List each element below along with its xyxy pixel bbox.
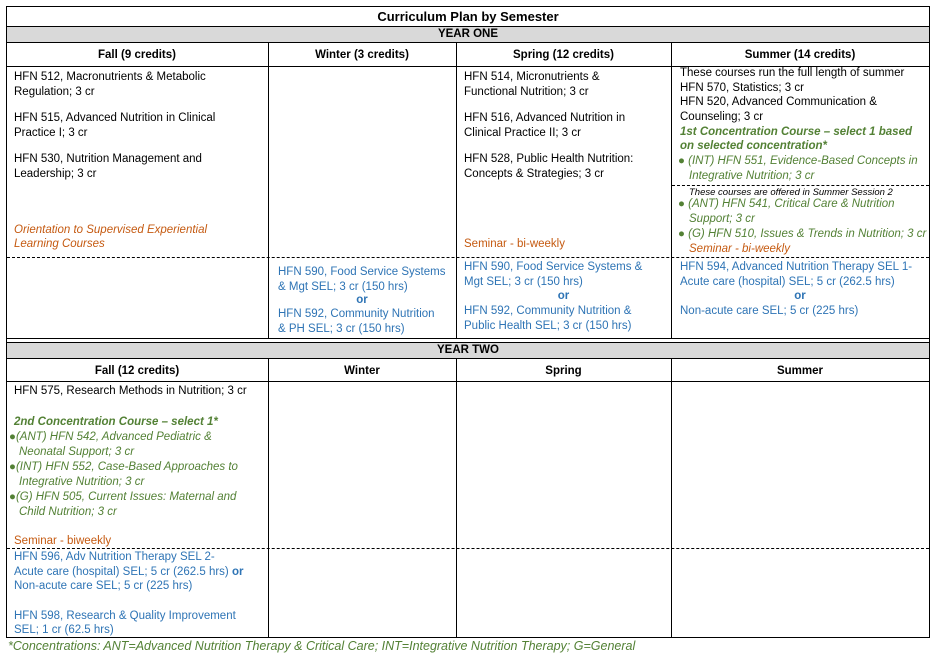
concentration-option: ● (INT) HFN 551, Evidence-Based Concepts in [678, 155, 918, 167]
concentration-title: 1st Concentration Course – select 1 based [680, 126, 912, 138]
course-line: HFN 512, Macronutrients & Metabolic [14, 71, 206, 83]
course-line: Clinical Practice II; 3 cr [464, 127, 581, 139]
bullet-icon: ● [678, 198, 689, 210]
course-line: HFN 514, Micronutrients & [464, 71, 600, 83]
page-title: Curriculum Plan by Semester [377, 9, 559, 24]
or-label: or [557, 290, 570, 302]
sel-line: SEL; 1 cr (62.5 hrs) [14, 624, 114, 636]
course-line: Counseling; 3 cr [680, 111, 764, 123]
bullet-icon: ● [678, 228, 689, 240]
concentration-option: ●(G) HFN 505, Current Issues: Maternal and [9, 491, 237, 503]
sel-line: Non-acute care SEL; 5 cr (225 hrs) [680, 305, 859, 317]
or-label: or [794, 290, 806, 302]
concentration-option: ●(INT) HFN 552, Case-Based Approaches to [9, 461, 238, 473]
sel-line: Non-acute care SEL; 5 cr (225 hrs) [14, 580, 193, 592]
sel-line: Acute care (hospital) SEL; 5 cr (262.5 hrs) or [14, 566, 244, 578]
concentration-title: on selected concentration* [680, 140, 827, 152]
course-line: HFN 520, Advanced Communication & [680, 96, 877, 108]
session2-note: These courses are offered in Summer Session 2 [689, 187, 893, 198]
course-line: Functional Nutrition; 3 cr [464, 86, 589, 98]
concentration-option: ● (ANT) HFN 541, Critical Care & Nutrition [678, 198, 895, 210]
year-one-label: YEAR ONE [437, 28, 499, 40]
orientation-note: Learning Courses [14, 238, 105, 250]
course-line: HFN 570, Statistics; 3 cr [680, 82, 804, 94]
concentration-option: Integrative Nutrition; 3 cr [689, 170, 815, 182]
y2-fall-header: Fall (12 credits) [94, 365, 180, 377]
sel-line: HFN 590, Food Service Systems [278, 266, 446, 278]
y2-summer-header: Summer [776, 365, 824, 377]
footnote: *Concentrations: ANT=Advanced Nutrition Therapy & Critical Care; INT=Integrative Nutrition Therapy; G=General [8, 639, 636, 653]
sel-line: & Mgt SEL; 3 cr (150 hrs) [278, 281, 408, 293]
course-line: HFN 528, Public Health Nutrition: [464, 153, 634, 165]
or-label: or [356, 294, 368, 306]
concentration-option: ●(ANT) HFN 542, Advanced Pediatric & [9, 431, 212, 443]
course-line: HFN 515, Advanced Nutrition in Clinical [14, 112, 216, 124]
sel-line: & PH SEL; 3 cr (150 hrs) [278, 323, 405, 335]
summer-intro: These courses run the full length of summer [680, 67, 905, 79]
y1-fall-header: Fall (9 credits) [98, 49, 176, 61]
sel-line: HFN 592, Community Nutrition & [464, 305, 632, 317]
course-line: Leadership; 3 cr [14, 168, 97, 180]
course-line: Practice I; 3 cr [14, 127, 88, 139]
bullet-icon: ● [9, 461, 16, 473]
concentration-option: Integrative Nutrition; 3 cr [19, 476, 145, 488]
y1-spring-header: Spring (12 credits) [513, 49, 614, 61]
year-two-label: YEAR TWO [437, 344, 499, 356]
sel-line: Mgt SEL; 3 cr (150 hrs) [464, 276, 583, 288]
bullet-icon: ● [9, 431, 16, 443]
concentration-option: Child Nutrition; 3 cr [19, 506, 117, 518]
course-line: Concepts & Strategies; 3 cr [464, 168, 604, 180]
orientation-note: Orientation to Supervised Experiential [14, 224, 208, 236]
sel-line: HFN 596, Adv Nutrition Therapy SEL 2- [14, 551, 215, 563]
sel-line: HFN 594, Advanced Nutrition Therapy SEL 1- [680, 261, 913, 273]
y2-winter-header: Winter [344, 365, 380, 377]
seminar-note: Seminar - biweekly [14, 535, 112, 547]
sel-line: HFN 592, Community Nutrition [278, 308, 435, 320]
concentration-option: ● (G) HFN 510, Issues & Trends in Nutrition; 3 cr [678, 228, 927, 240]
y1-summer-header: Summer (14 credits) [744, 49, 856, 61]
concentration-option: Neonatal Support; 3 cr [19, 446, 135, 458]
y1-winter-header: Winter (3 credits) [315, 49, 409, 61]
concentration-title: 2nd Concentration Course – select 1* [14, 416, 218, 428]
seminar-note: Seminar - bi-weekly [464, 238, 565, 250]
course-line: HFN 575, Research Methods in Nutrition; 3 cr [14, 385, 247, 397]
course-line: HFN 530, Nutrition Management and [14, 153, 202, 165]
y2-spring-header: Spring [545, 365, 582, 377]
sel-line: Public Health SEL; 3 cr (150 hrs) [464, 320, 632, 332]
course-line: Regulation; 3 cr [14, 86, 95, 98]
seminar-note: Seminar - bi-weekly [689, 243, 790, 255]
bullet-icon: ● [678, 155, 689, 167]
sel-line: HFN 598, Research & Quality Improvement [14, 610, 236, 622]
sel-line: Acute care (hospital) SEL; 5 cr (262.5 hrs) [680, 276, 895, 288]
sel-line: HFN 590, Food Service Systems & [464, 261, 643, 273]
course-line: HFN 516, Advanced Nutrition in [464, 112, 626, 124]
bullet-icon: ● [9, 491, 16, 503]
concentration-option: Support; 3 cr [689, 213, 755, 225]
